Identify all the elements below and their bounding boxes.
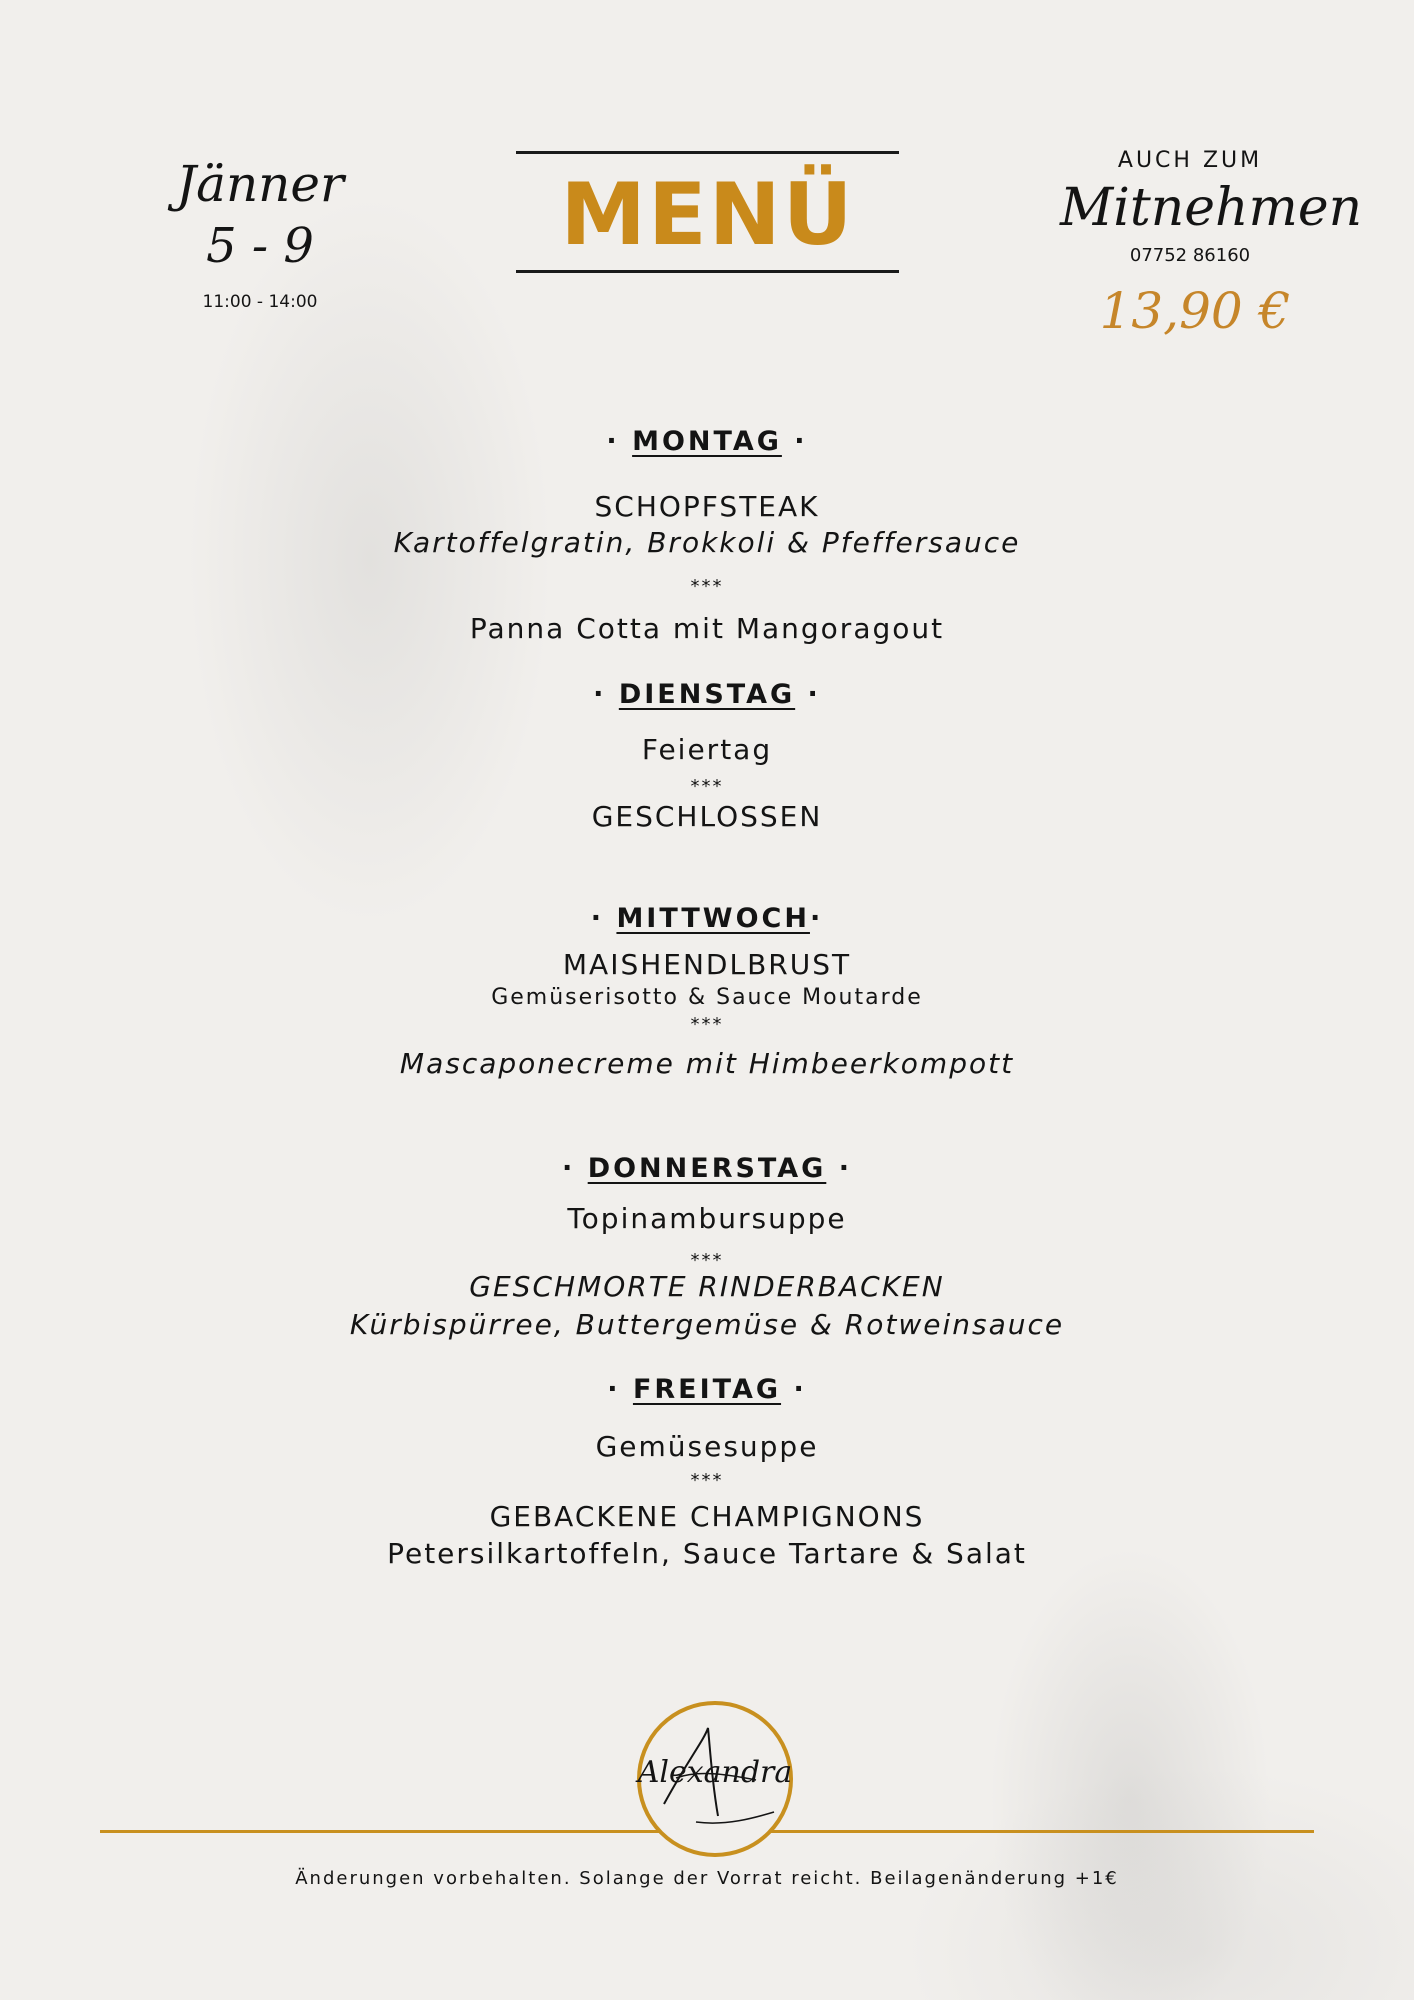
takeaway-label: AUCH ZUM [1117, 148, 1263, 173]
menu-line: Petersilkartoffeln, Sauce Tartare & Salat [387, 1537, 1027, 1570]
day-name: DIENSTAG [618, 679, 796, 710]
menu-line: Topinambursuppe [567, 1202, 847, 1235]
menu-line: Mascaponecreme mit Himbeerkompott [399, 1047, 1015, 1080]
phone-number: 07752 86160 [1129, 245, 1251, 266]
course-separator: *** [690, 576, 724, 597]
menu-price: 13,90 € [1099, 282, 1291, 340]
day-name: MONTAG [632, 426, 782, 457]
course-separator: *** [690, 1250, 724, 1271]
title-rule-top [516, 151, 899, 154]
date-range: 5 - 9 [206, 218, 314, 274]
menu-line: MAISHENDLBRUST [562, 948, 852, 981]
menu-line: Kartoffelgratin, Brokkoli & Pfeffersauce [393, 526, 1021, 559]
menu-line: Panna Cotta mit Mangoragout [469, 612, 945, 645]
course-separator: *** [690, 1014, 724, 1035]
month-label: Jänner [176, 155, 344, 213]
day-heading-freitag: · FREITAG · [607, 1374, 807, 1405]
day-heading-dienstag: · DIENSTAG · [593, 679, 821, 710]
menu-line: Kürbispürree, Buttergemüse & Rotweinsauce [349, 1308, 1065, 1341]
menu-line: Gemüsesuppe [595, 1430, 819, 1463]
course-separator: *** [690, 776, 724, 797]
menu-line: Gemüserisotto & Sauce Moutarde [491, 985, 923, 1010]
day-heading-mittwoch: · MITTWOCH· [590, 903, 824, 934]
footer-note: Änderungen vorbehalten. Solange der Vorrat reicht. Beilagenänderung +1€ [295, 1868, 1119, 1889]
menu-line: GESCHMORTE RINDERBACKEN [469, 1270, 945, 1303]
day-name: DONNERSTAG [587, 1153, 827, 1184]
day-heading-montag: · MONTAG · [606, 426, 808, 457]
logo-text: Alexandra [637, 1755, 793, 1790]
day-name: MITTWOCH [616, 903, 810, 934]
page-title: MENÜ [560, 165, 855, 265]
day-name: FREITAG [632, 1374, 782, 1405]
menu-line: Feiertag [641, 733, 773, 766]
menu-line: GESCHLOSSEN [591, 800, 823, 833]
day-heading-donnerstag: · DONNERSTAG · [562, 1153, 852, 1184]
menu-line: GEBACKENE CHAMPIGNONS [489, 1500, 925, 1533]
takeaway-script: Mitnehmen [1060, 178, 1363, 238]
opening-hours: 11:00 - 14:00 [202, 292, 318, 312]
course-separator: *** [690, 1470, 724, 1491]
title-rule-bottom [516, 270, 899, 273]
menu-line: SCHOPFSTEAK [594, 490, 820, 523]
